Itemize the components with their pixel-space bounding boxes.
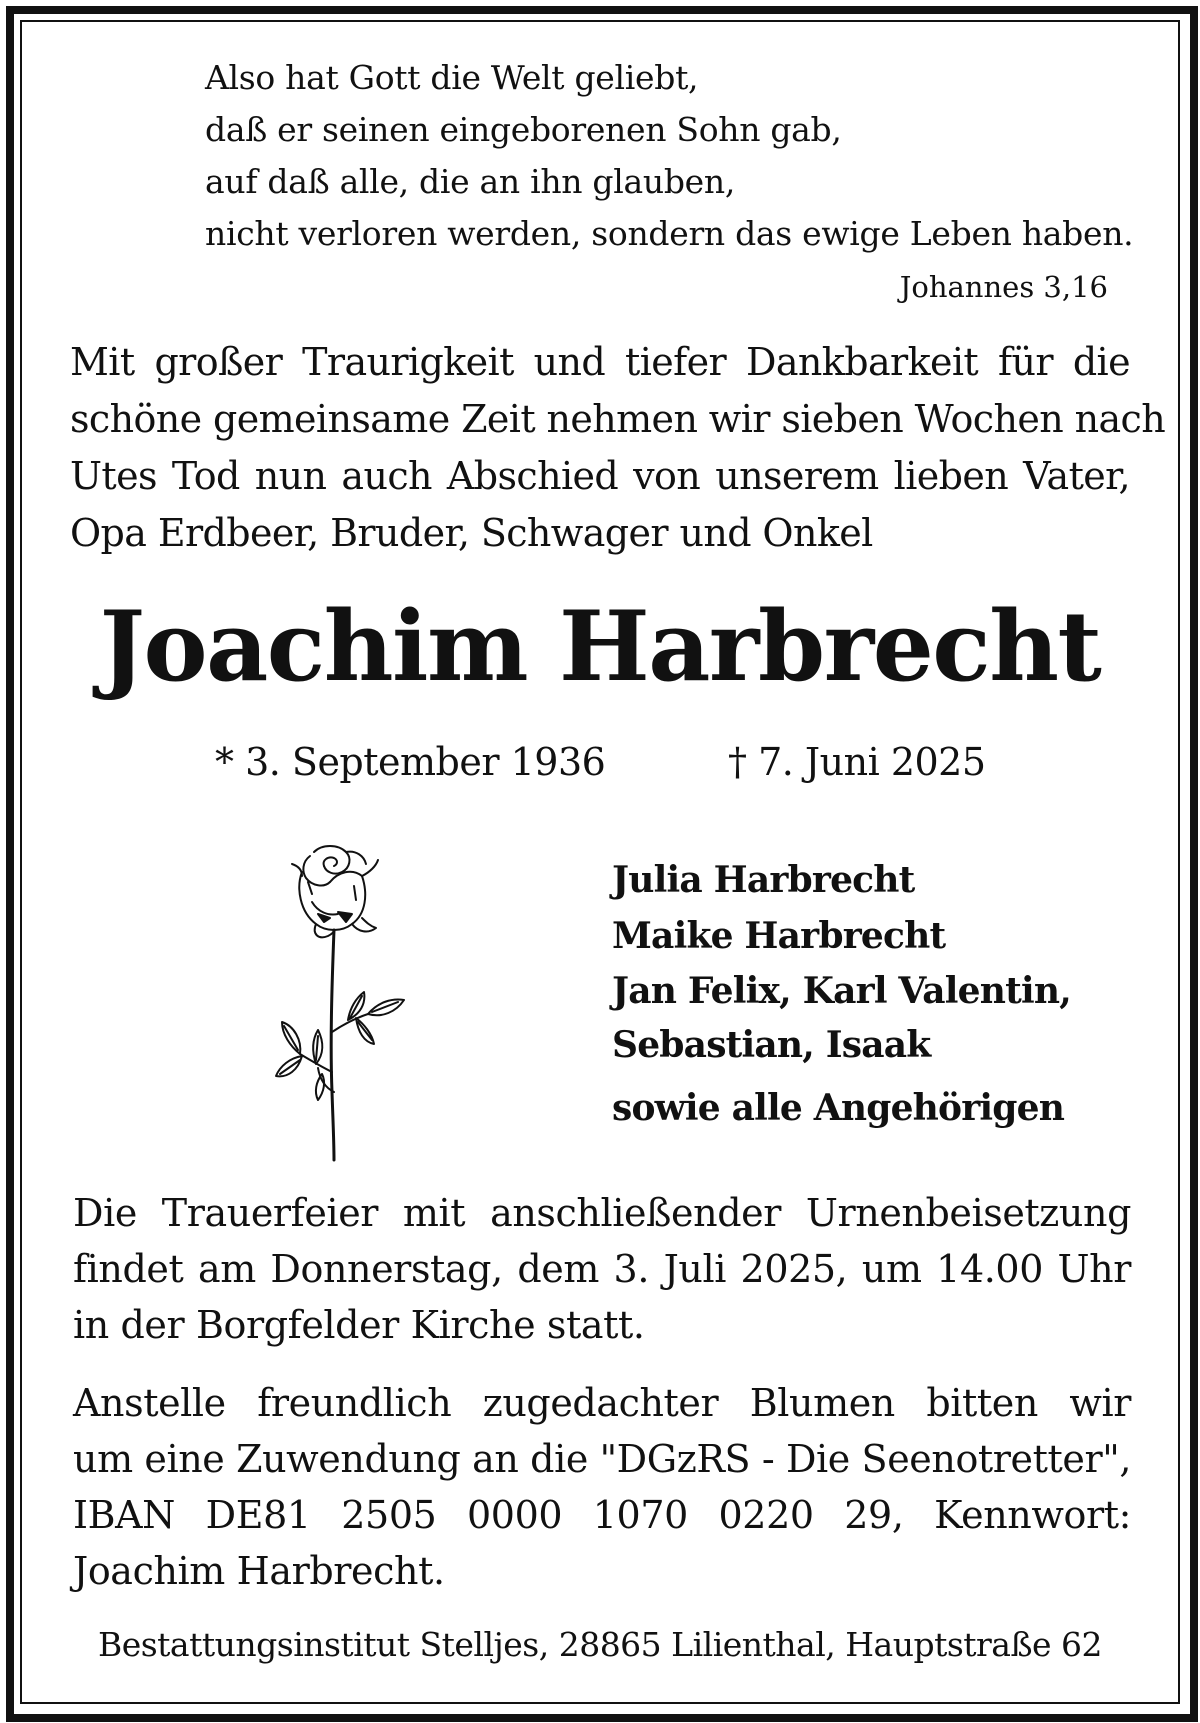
mourners-list [612,852,1071,1136]
service-line: Die Trauerfeier mit anschließender Urnenbeisetzung [73,1191,1131,1235]
donation-line: Anstelle freundlich zugedachter Blumen bitten wir [73,1381,1131,1425]
intro-line: Opa Erdbeer, Bruder, Schwager und Onkel [70,511,873,555]
intro-line: Utes Tod nun auch Abschied von unserem lieben Vater, [70,454,1130,498]
donation-line: um eine Zuwendung an die "DGzRS - Die Seenotretter", [73,1437,1131,1481]
mourner-line: Maike Harbrecht [612,915,946,957]
rose-icon [272,842,412,1162]
mourner-line: Julia Harbrecht [612,859,915,901]
mourner-line: Jan Felix, Karl Valentin, [612,970,1071,1012]
birth-date: * 3. September 1936 [215,740,606,784]
donation-notice [73,1375,1131,1599]
verse-line: nicht verloren werden, sondern das ewige Leben haben. [205,214,1134,253]
mourner-line: Sebastian, Isaak [612,1024,931,1066]
intro-line: Mit großer Traurigkeit und tiefer Dankbarkeit für die [70,340,1130,384]
intro-text [70,334,1166,562]
service-notice [73,1185,1131,1353]
service-line: in der Borgfelder Kirche statt. [73,1303,645,1347]
verse-line: Also hat Gott die Welt geliebt, [205,58,699,97]
deceased-name: Joachim Harbrecht [99,590,1101,703]
service-line: findet am Donnerstag, dem 3. Juli 2025, um 14.00 Uhr [73,1247,1131,1291]
donation-line: Joachim Harbrecht. [73,1549,445,1593]
verse-line: daß er seinen eingeborenen Sohn gab, [205,110,842,149]
donation-line: IBAN DE81 2505 0000 1070 0220 29, Kennwort: [73,1493,1131,1537]
verse-line: auf daß alle, die an ihn glauben, [205,162,736,201]
death-date: † 7. Juni 2025 [728,740,986,784]
verse-reference: Johannes 3,16 [899,270,1108,304]
undertaker-footer: Bestattungsinstitut Stelljes, 28865 Lilienthal, Hauptstraße 62 [97,1625,1103,1664]
bible-verse [205,52,1134,260]
mourner-line: sowie alle Angehörigen [612,1087,1065,1129]
intro-line: schöne gemeinsame Zeit nehmen wir sieben Wochen nach [70,397,1166,441]
